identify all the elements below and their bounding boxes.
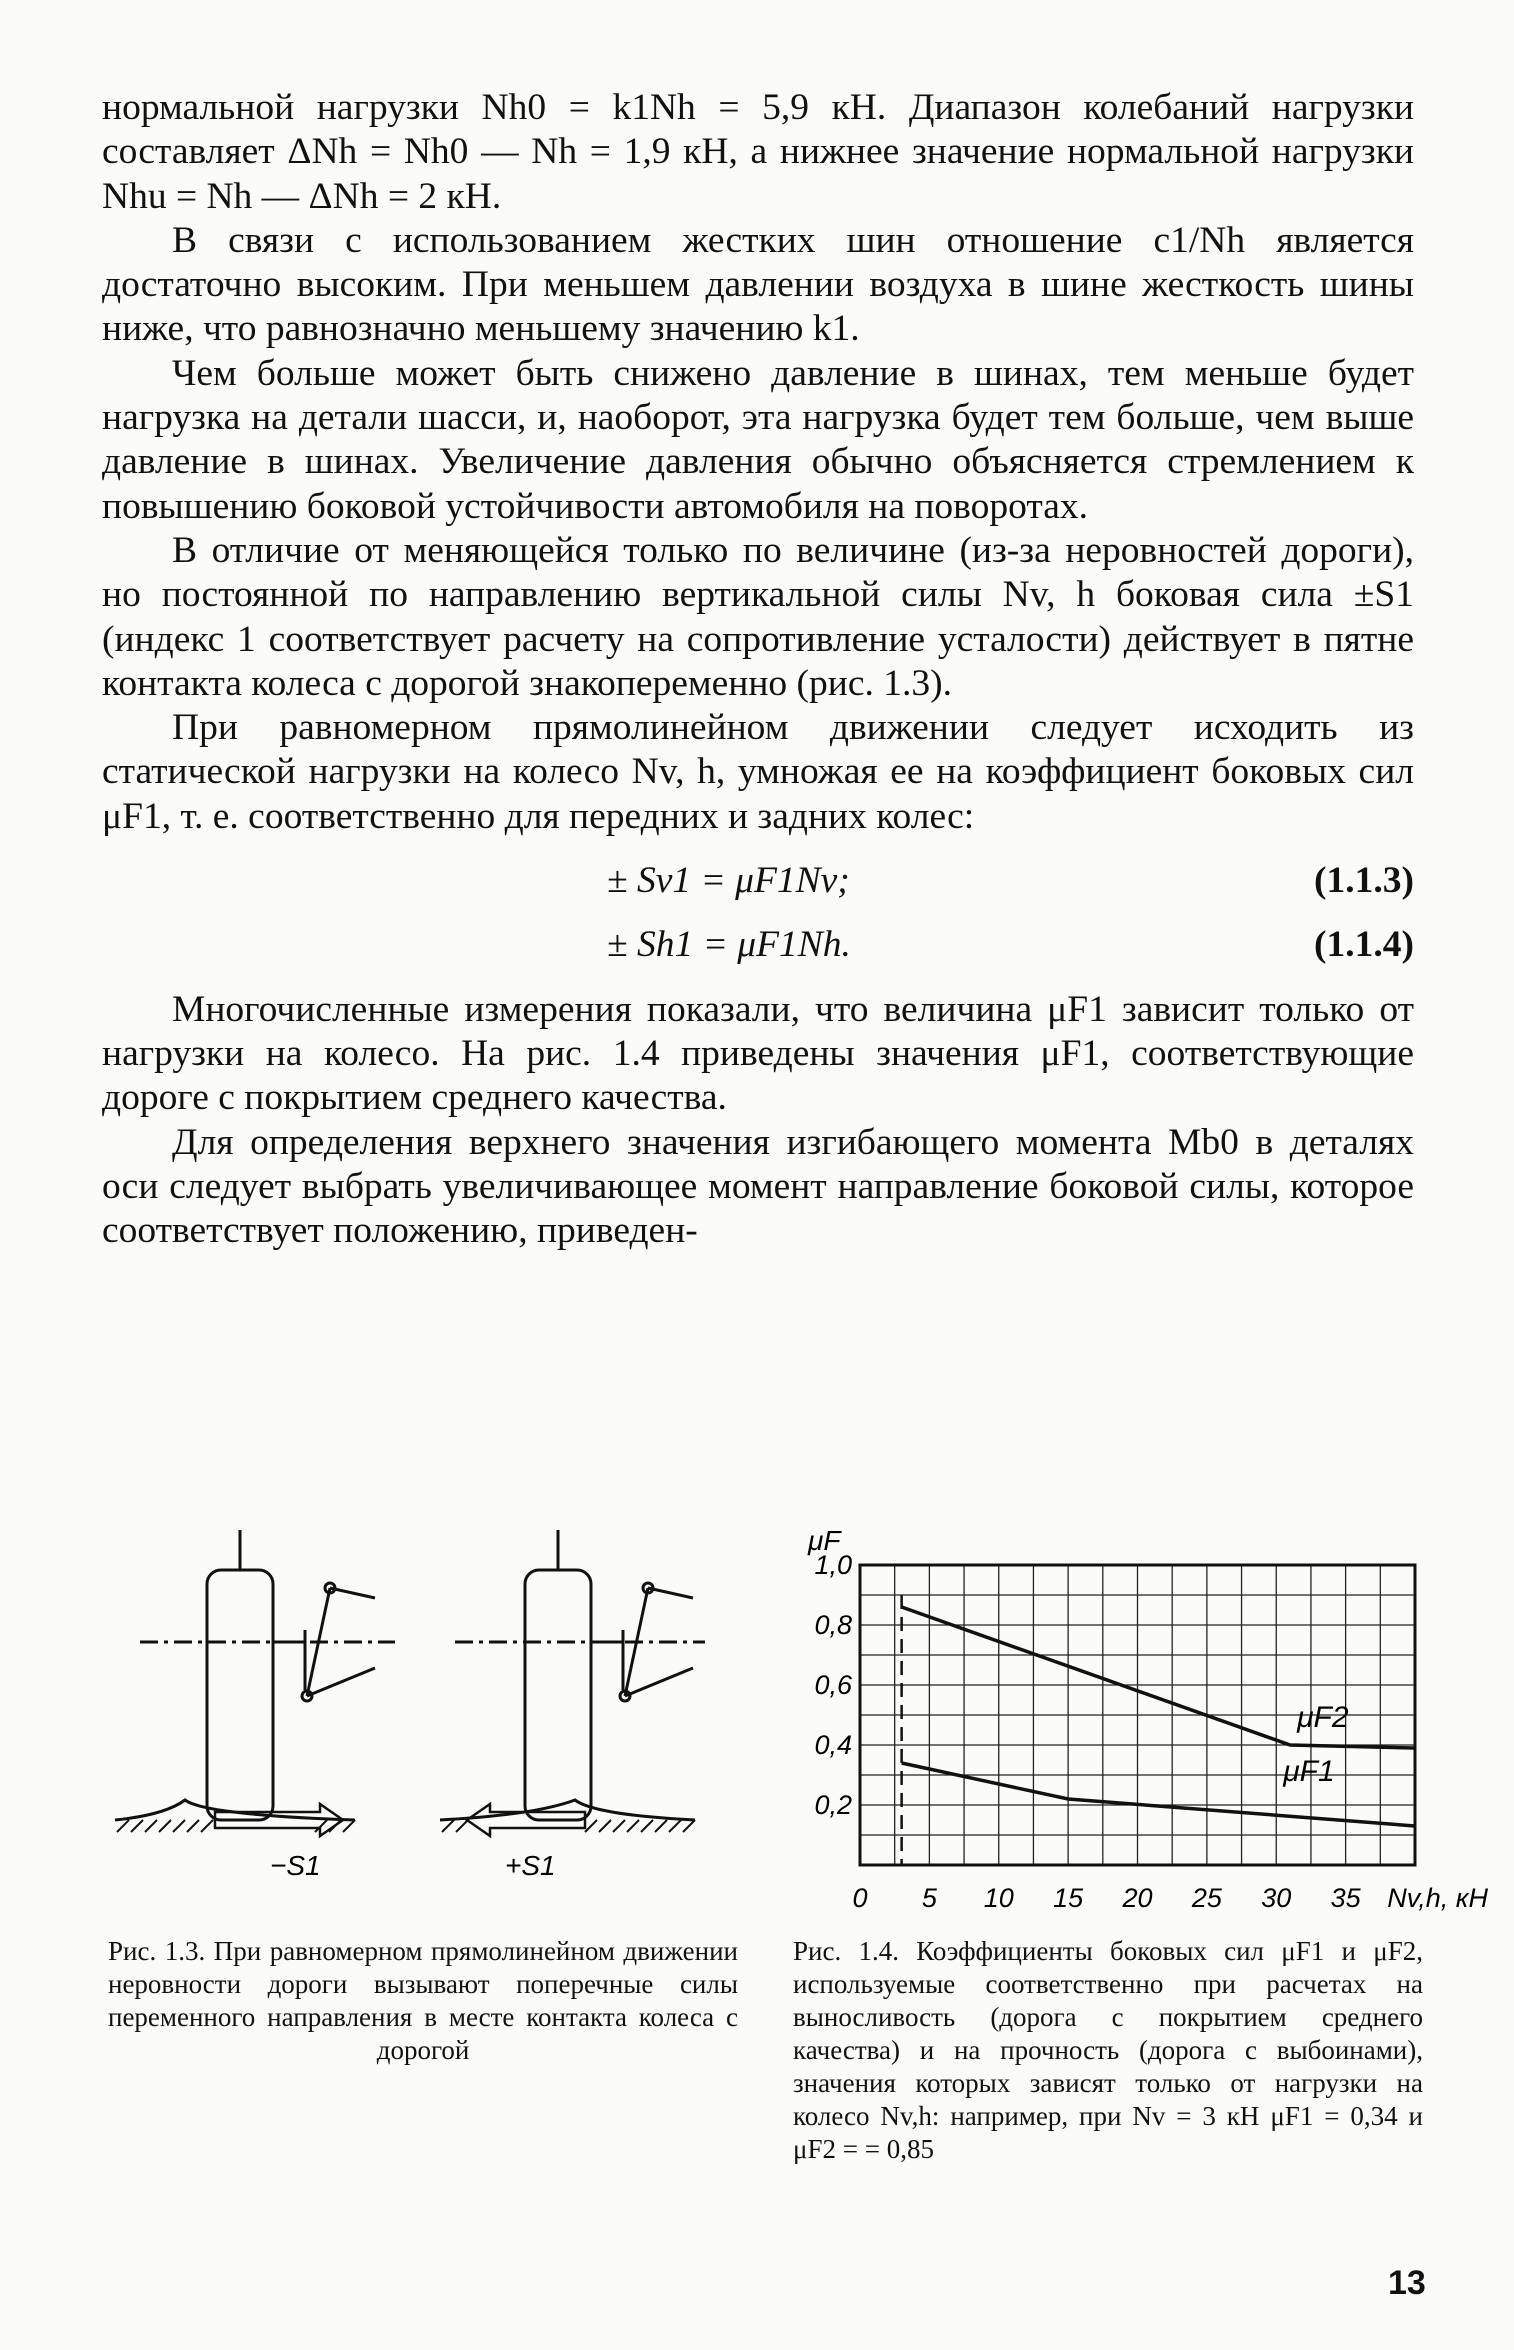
series-label-mu-f1: μF1 [1283,1755,1335,1788]
series-line-mu-f1 [902,1763,1415,1826]
y-tick-label: 0,2 [814,1790,852,1820]
x-tick-label: 10 [983,1883,1014,1913]
series-label-mu-f2: μF2 [1297,1701,1349,1734]
x-tick-label: 30 [1261,1883,1292,1913]
page-number: 13 [1388,2264,1426,2302]
y-tick-label: 0,6 [814,1670,852,1700]
paragraph-3: Чем больше может быть снижено давление в шинах, тем меньше будет нагрузка на детали шасси, и, наоборот, эта нагрузка будет тем больше, чем выше давление в шинах. Увеличение давления обычно объясняется стремлением к повышению боковой устойчивости автомобиля на поворотах. [102,352,1414,527]
right-tire [525,1570,591,1820]
y-tick-label: 0,4 [814,1730,852,1760]
paragraph-6: Многочисленные измерения показали, что величина μF1 зависит только от нагрузки на колесо. На рис. 1.4 приведены значения μF1, соответствующие дороге с покрытием среднего качества. [102,988,1414,1119]
x-tick-label: 25 [1191,1883,1222,1913]
body-text [102,86,1414,1253]
figure-1-3-wheel-diagram [95,1530,775,1920]
paragraph-5: При равномерном прямолинейном движении следует исходить из статической нагрузки на колесо Nv, h, умножая ее на коэффициент боковых сил μF1, т. е. соответственно для передних и задних колес: [102,707,1414,837]
y-tick-label: 0,8 [814,1610,852,1640]
x-tick-label: 35 [1330,1883,1361,1913]
figure-1-3-caption: Рис. 1.3. При равномерном прямолинейном движении неровности дороги вызывают поперечные силы переменного направления в месте контакта колеса с дорогой [108,1936,738,2065]
label-minus-s1: −S1 [270,1850,321,1881]
x-axis-label: Nv,h, кН [1387,1883,1489,1913]
formula-1-1-4 [102,923,1414,967]
paragraph-2: В связи с использованием жестких шин отношение c1/Nh является достаточно высоким. При меньшем давлении воздуха в шине жесткость шины ниже, что равнозначно меньшему значению k1. [102,219,1414,350]
figure-1-4-chart [790,1520,1489,1930]
x-tick-label: 5 [921,1883,937,1913]
left-tire [207,1570,273,1820]
figure-1-4-caption: Рис. 1.4. Коэффициенты боковых сил μF1 и μF2, используемые соответственно при расчетах на выносливость (дорога с покрытием среднего качества) и на прочность (дорога с выбоинами), значения которых зависят только от нагрузки на колесо Nv,h: например, при Nv = 3 кН μF1 = 0,34 и μF2 = = 0,85 [793,1936,1423,2164]
formula-number: (1.1.4) [1314,924,1414,966]
paragraph-4: В отличие от меняющейся только по величине (из-за неровностей дороги), но постоянной по направлению вертикальной силы Nv, h боковая сила ±S1 (индекс 1 соответствует расчету на сопротивление усталости) действует в пятне контакта колеса с дорогой знакопеременно (рис. 1.3). [102,529,1414,704]
formula-number: (1.1.3) [1314,860,1414,902]
x-tick-label: 15 [1053,1883,1084,1913]
y-tick-label: 1,0 [814,1550,852,1580]
right-wheel-assembly [440,1530,705,1836]
paragraph-7: Для определения верхнего значения изгибающего момента Mb0 в деталях оси следует выбрать увеличивающее момент направление боковой силы, которое соответствует положению, приведен- [102,1121,1414,1252]
y-axis-label: μF [808,1525,841,1556]
label-plus-s1: +S1 [505,1850,556,1881]
x-tick-label: 20 [1122,1883,1153,1913]
formula-1-1-3 [102,859,1414,903]
formula-expression: ± Sv1 = μF1Nv; [607,860,850,902]
formula-expression: ± Sh1 = μF1Nh. [607,924,851,966]
paragraph-1: нормальной нагрузки Nh0 = k1Nh = 5,9 кН. Диапазон колебаний нагрузки составляет ΔNh = Nh0 — Nh = 1,9 кН, а нижнее значение нормальной нагрузки Nhu = Nh — ΔNh = 2 кН. [102,87,1414,217]
x-tick-label: 0 [852,1883,868,1913]
left-wheel-assembly [115,1530,395,1836]
